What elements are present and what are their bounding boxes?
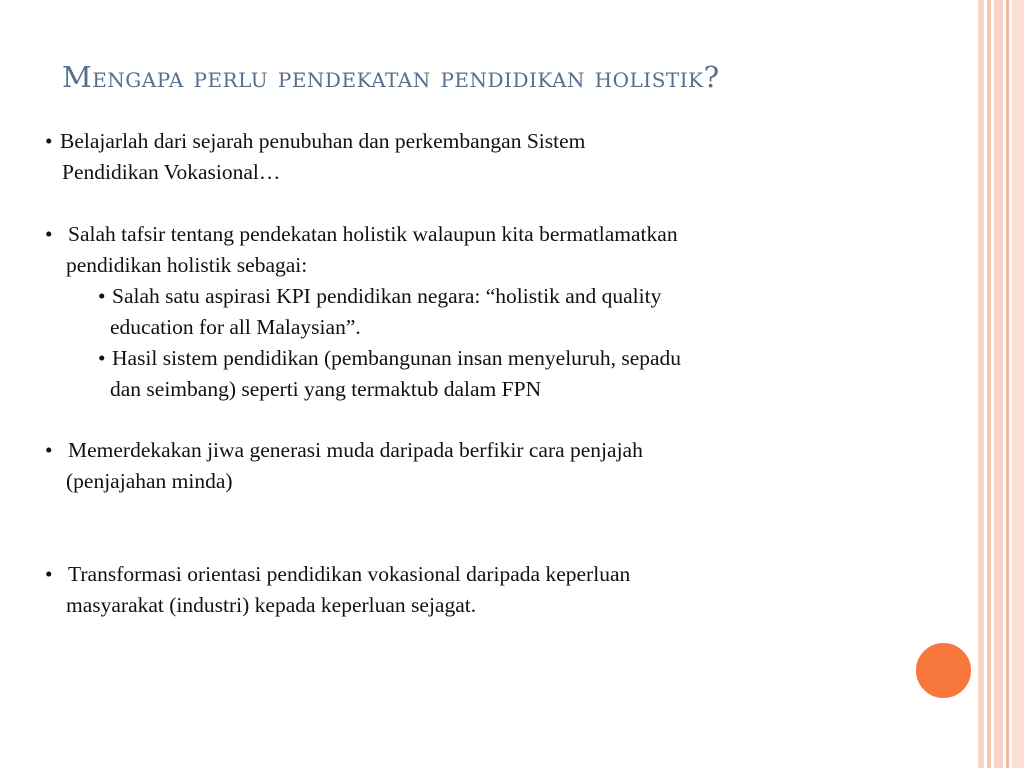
- bullet-text: Belajarlah dari sejarah penubuhan dan perkembangan Sistem: [60, 129, 586, 153]
- sub-bullet-text: Hasil sistem pendidikan (pembangunan insan menyeluruh, sepadu: [112, 346, 682, 370]
- bullet-text: pendidikan holistik sebagai:: [66, 253, 308, 277]
- sub-bullet-text: education for all Malaysian”.: [110, 315, 361, 339]
- accent-circle: [913, 640, 974, 701]
- bullet-marker: •: [45, 222, 53, 246]
- bullet-text: Memerdekakan jiwa generasi muda daripada berfikir cara penjajah: [68, 438, 643, 462]
- bullet-text: (penjajahan minda): [66, 469, 233, 493]
- decorative-stripe: [978, 0, 984, 768]
- bullet-marker: •: [45, 562, 53, 586]
- sub-bullet-marker: •: [98, 346, 106, 370]
- sub-bullet-text: dan seimbang) seperti yang termaktub dalam FPN: [110, 377, 542, 401]
- decorative-stripe: [987, 0, 991, 768]
- slide-title: Mengapa perlu pendekatan pendidikan holistik?: [62, 60, 720, 94]
- sub-bullet-marker: •: [98, 284, 106, 308]
- decorative-stripe: [1006, 0, 1009, 768]
- bullet-text: Salah tafsir tentang pendekatan holistik walaupun kita bermatlamatkan: [68, 222, 678, 246]
- sub-bullet-text: Salah satu aspirasi KPI pendidikan negara: “holistik and quality: [112, 284, 662, 308]
- decorative-stripe: [1012, 0, 1024, 768]
- bullet-text: Transformasi orientasi pendidikan vokasional daripada keperluan: [68, 562, 631, 586]
- bullet-marker: •: [45, 129, 53, 153]
- bullet-marker: •: [45, 438, 53, 462]
- bullet-text: Pendidikan Vokasional…: [62, 160, 281, 184]
- bullet-text: masyarakat (industri) kepada keperluan sejagat.: [66, 593, 477, 617]
- decorative-stripe: [994, 0, 1003, 768]
